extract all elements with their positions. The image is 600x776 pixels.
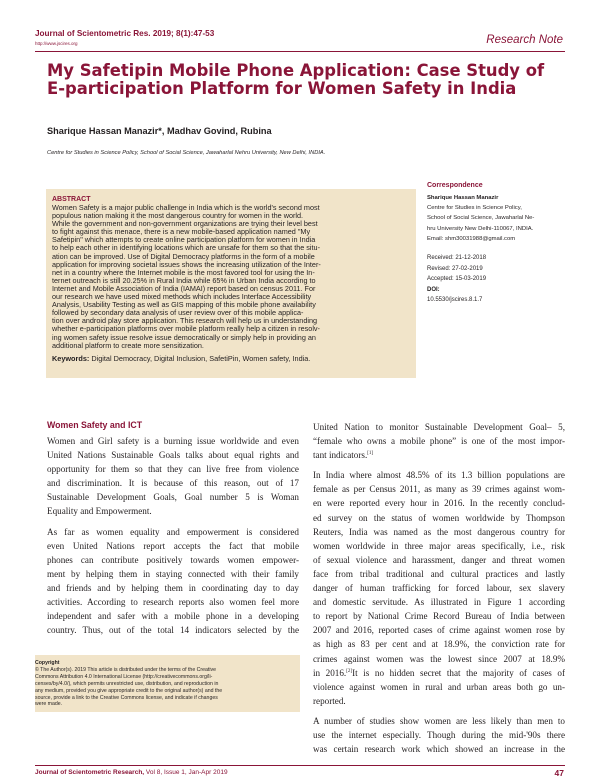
footer-citation: Journal of Scientometric Research, Vol 8, Issue 1, Jan-Apr 2019 xyxy=(35,769,228,776)
abstract-heading: ABSTRACT xyxy=(52,196,91,203)
journal-citation: Journal of Scientometric Res. 2019; 8(1):47-53 xyxy=(35,29,215,38)
journal-url[interactable]: http://www.jscires.org xyxy=(35,41,78,46)
date-accepted: Accepted: 15-03-2019 xyxy=(427,276,487,283)
copyright-heading: Copyright xyxy=(35,660,60,666)
right-column xyxy=(313,420,565,762)
correspondence-line: School of Social Science, Jawaharlal Ne- xyxy=(427,215,535,222)
correspondence-line: Centre for Studies in Science Policy, xyxy=(427,205,522,212)
header-rule xyxy=(35,51,565,52)
paragraph: Women and Girl safety is a burning issue worldwide and even United Nations Sustainable Goals talks about equal rights and opportunity for them so that they can live free from violence and discrimination. It is because of this reason, out of 17 Sustainable Development Goals, Goal number 5 is Woman Equality and Empowerment. xyxy=(47,436,299,517)
date-revised: Revised: 27-02-2019 xyxy=(427,265,483,272)
date-received: Received: 21-12-2018 xyxy=(427,255,487,261)
keywords xyxy=(52,354,310,363)
correspondence-block xyxy=(427,193,534,244)
left-column xyxy=(47,434,299,643)
citation-ref[interactable]: [1] xyxy=(367,451,374,457)
doi[interactable]: DOI: 10.5530/jscires.8.1.7 xyxy=(427,286,483,304)
affiliation: Centre for Studies in Science Policy, School of Social Science, Jawaharlal Nehru University, New Delhi, INDIA. xyxy=(47,150,326,156)
article-type: Research Note xyxy=(486,34,563,46)
citation-ref[interactable]: [2] xyxy=(346,668,353,674)
correspondence-email[interactable]: Email: shm30031988@gmail.com xyxy=(427,235,516,242)
paragraph: United Nation to monitor Sustainable Development Goal– 5, “female who owns a mobile phone” is one of the most impor- tant indicators.[1] xyxy=(313,422,565,461)
paragraph: As far as women equality and empowerment is considered even United Nations report accepts the fact that mobile phones can contribute positively towards women empower- ment by helping them in staying connected with their family and friends and by helping them in coordinating day to day activities. According to research reports also women feel more independent and safer with a mobile phone in a developing country. Thus, out of the total 14 indicators selected by the xyxy=(47,526,299,636)
section-heading: Women Safety and ICT xyxy=(47,420,143,430)
article-dates xyxy=(427,253,486,306)
footer-rule xyxy=(35,765,565,766)
paragraph: A number of studies show women are less likely than men to use the internet especially. Though during the mid-'90s there was certain research work which showed an increase in the xyxy=(313,715,565,755)
keywords-label: Keywords: xyxy=(52,354,90,363)
correspondence-line: hru University New Delhi-110067, INDIA. xyxy=(427,225,534,232)
authors: Sharique Hassan Manazir*, Madhav Govind, Rubina xyxy=(47,126,272,136)
abstract-text: Women Safety is a major public challenge in India which is the world's second most populous nation making it the most dangerous country for women in the world. While the government and non-government organizations are trying their level best to fight against this menace, there is a new mobile-based application named "My Safetipin" which attempts to create online participation platform for women in India to help each other in identifying locations which are unsafe for them so that the situ- ation can be improved. Use of Digital Democracy platforms in the form of a mobile application for improving societal issues shows the increasing utilization of the Inter- net in a country where the Internet mobile is the most favored tool for using the In- ternet outreach is still 20.25% in Rural India while 65% in Urban India according to Internet and Mobile Association of India (IAMAI) report based on census 2011. For our research we have used mixed methods which includes Interface Accessibility Analysis, Usability Testing as well as GIS mapping of this mobile phone availability followed by secondary data analysis of user review over of this mobile applica- tion over android play store application. This research will help us in understanding whether e-participation platforms over mobile platform really help a citizen in resolv- ing women safety issue resolve issue democratically or simply help in providing an additional platform to create more sensitization. xyxy=(52,203,321,350)
keywords-list: Digital Democracy, Digital Inclusion, SafetiPin, Women safety, India. xyxy=(89,354,311,363)
page-number: 47 xyxy=(554,768,564,776)
correspondence-heading: Correspondence xyxy=(427,182,483,189)
paragraph: In India where almost 48.5% of its 1.3 billion populations are female as per Census 2011, as many as 39 crimes against wom- en were reported every hour in 2016. In the recently conclud- ed survey on the status of women worldwide by Thompson Reuters, India was named as the most dangerous country for women worldwide in three major areas specifically, i.e., risk of sexual violence and harassment, danger and threat women face from tribal traditional and cultural practices and lastly danger of human trafficking for forced labour, sex slavery and domestic servitude. As illustrated in Figure 1 according to report by National Crime Record Bureau of India between 2007 and 2016, reported cases of crime against women rose by as high as 83 per cent and at 18.9%, the conviction rate for crimes against women was the lowest since 2007 at 18.9% in 2016.[2]It is no hidden secret that the majority of cases of violence against women in rural and urban areas both go un- reported. xyxy=(313,470,565,706)
copyright-text: Copyright © The Author(s). 2019 This article is distributed under the terms of the Creative Commons Attribution 4.0 International License (http://creativecommons.org/li- censes/by/4.0/), which permits unrestricted use, distribution, and reproduction in any medium, provided you give appropriate credit to the original author(s) and the source, provide a link to the Creative Commons license, and indicate if changes were made. xyxy=(35,660,223,708)
article-title: My Safetipin Mobile Phone Application: Case Study of E-participation Platform for Women Safety in India xyxy=(47,61,545,98)
correspondence-name: Sharique Hassan Manazir xyxy=(427,195,499,201)
